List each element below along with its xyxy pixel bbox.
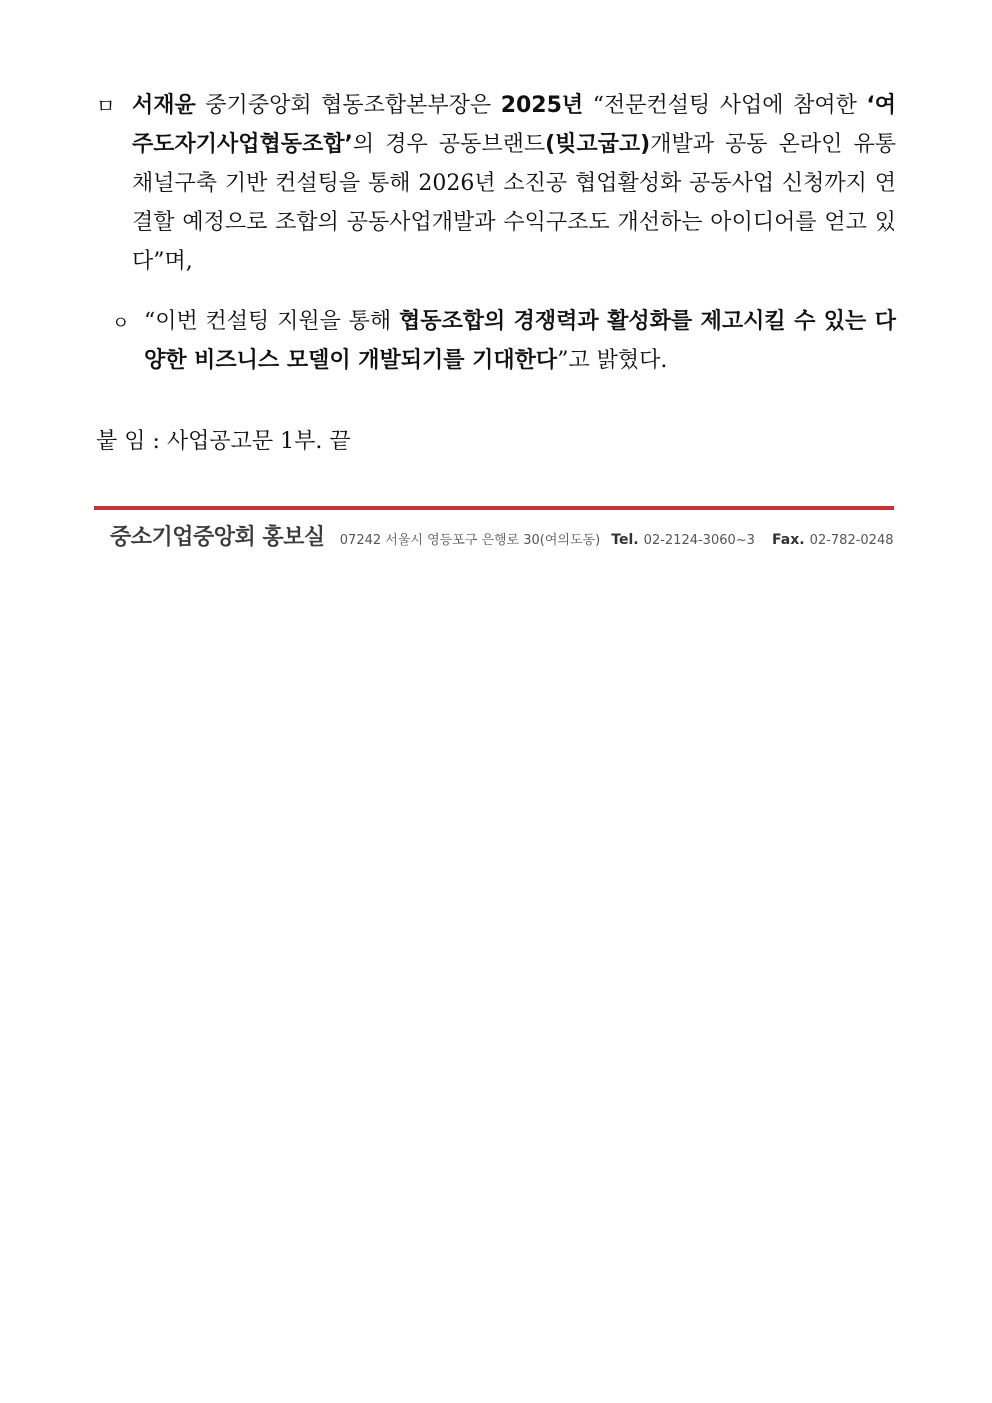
coop-name: ‘여주도자기사업협동조합’: [132, 93, 896, 157]
brand-name: (빚고굽고): [545, 132, 651, 157]
circle-bullet: ㅇ: [112, 313, 130, 334]
paragraph-director-statement: [96, 86, 896, 281]
text-run: 개발과 공동 온라인 유통채널구축 기반 컨설팅을 통해 2026년 소진공 협업활성화 공동사업 신청까지 연결할 예정으로 조합의 공동사업개발과 수익구조도 개선하는 아이디어를 얻고 있다”며,: [132, 132, 896, 274]
footer: [110, 520, 900, 551]
footer-org-name: 중소기업중앙회 홍보실: [110, 525, 325, 550]
paragraph-text: [96, 86, 896, 281]
tel-number: 02-2124-3060~3: [643, 533, 755, 548]
paragraph-quote: [112, 302, 896, 380]
text-run: 중기중앙회 협동조합본부장은: [195, 93, 501, 118]
square-bullet: ㅁ: [96, 94, 116, 118]
text-run: 의 경우 공동브랜드: [352, 132, 546, 157]
text-run: “전문컨설팅 사업에 참여한: [583, 93, 867, 118]
text-run: ”고 밝혔다.: [557, 348, 668, 373]
emphasis-text: 협동조합의 경쟁력과 활성화를 제고시킬 수 있는 다양한 비즈니스 모델이 개발되기를 기대한다: [144, 309, 897, 373]
tel-label: Tel.: [611, 532, 639, 548]
paragraph-text: [112, 302, 896, 380]
fax-number: 02-782-0248: [809, 533, 894, 548]
footer-address: 07242 서울시 영등포구 은행로 30(여의도동): [339, 533, 601, 548]
speaker-name: 서재윤: [132, 93, 196, 118]
fax-label: Fax.: [772, 532, 805, 548]
text-run: “이번 컨설팅 지원을 통해: [144, 309, 399, 334]
attachment-note: 붙 임 : 사업공고문 1부. 끝: [96, 429, 351, 454]
footer-divider: [94, 506, 894, 510]
year-text: 2025년: [500, 93, 584, 118]
